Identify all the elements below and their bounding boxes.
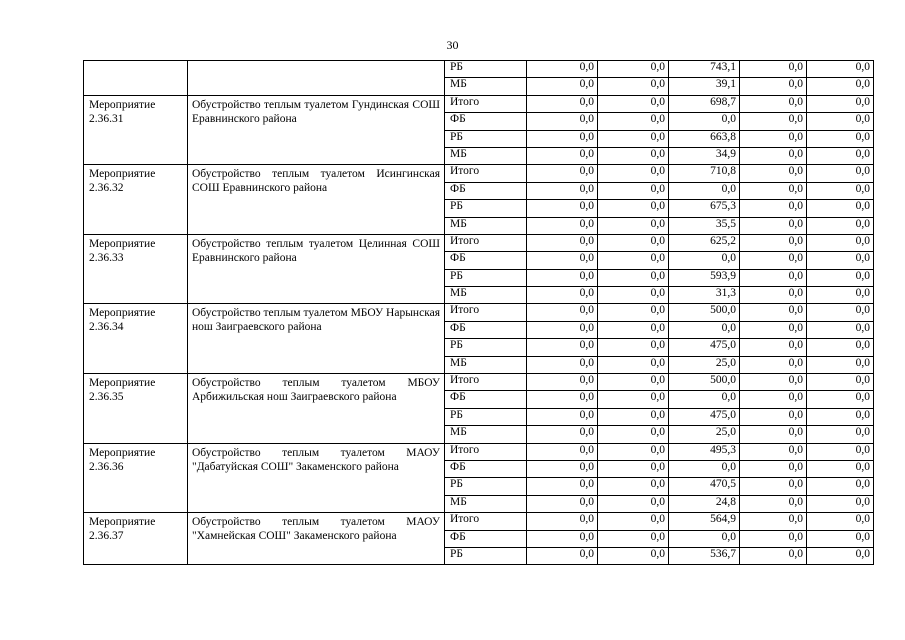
amount-cell: 0,0 — [598, 130, 669, 147]
amount-cell: 710,8 — [669, 165, 740, 182]
measure-description: Обустройство теплым туалетом МАОУ "Хамнейская СОШ" Закаменского района — [188, 513, 445, 565]
amount-cell: 0,0 — [527, 443, 598, 460]
measure-code: Мероприятие 2.36.33 — [84, 234, 188, 304]
funding-source: ФБ — [445, 530, 527, 547]
funding-source: РБ — [445, 130, 527, 147]
funding-source: Итого — [445, 95, 527, 112]
measure-code-continued — [84, 61, 188, 96]
amount-cell: 0,0 — [527, 217, 598, 234]
amount-cell: 0,0 — [807, 443, 874, 460]
funding-source: МБ — [445, 217, 527, 234]
amount-cell: 593,9 — [669, 269, 740, 286]
amount-cell: 625,2 — [669, 234, 740, 251]
amount-cell: 39,1 — [669, 78, 740, 95]
amount-cell: 0,0 — [740, 530, 807, 547]
amount-cell: 0,0 — [598, 339, 669, 356]
funding-source: РБ — [445, 547, 527, 564]
amount-cell: 0,0 — [598, 304, 669, 321]
amount-cell: 0,0 — [740, 391, 807, 408]
amount-cell: 0,0 — [527, 339, 598, 356]
amount-cell: 0,0 — [598, 200, 669, 217]
measure-description-continued — [188, 61, 445, 96]
amount-cell: 0,0 — [598, 165, 669, 182]
amount-cell: 24,8 — [669, 495, 740, 512]
amount-cell: 0,0 — [527, 495, 598, 512]
amount-cell: 0,0 — [807, 269, 874, 286]
funding-source: Итого — [445, 234, 527, 251]
amount-cell: 0,0 — [669, 530, 740, 547]
table-row — [84, 165, 874, 182]
amount-cell: 0,0 — [740, 304, 807, 321]
funding-source: ФБ — [445, 321, 527, 338]
measure-code: Мероприятие 2.36.32 — [84, 165, 188, 235]
amount-cell: 0,0 — [807, 460, 874, 477]
amount-cell: 0,0 — [740, 408, 807, 425]
amount-cell: 663,8 — [669, 130, 740, 147]
amount-cell: 0,0 — [527, 130, 598, 147]
amount-cell: 0,0 — [807, 61, 874, 78]
funding-source: РБ — [445, 61, 527, 78]
amount-cell: 0,0 — [807, 478, 874, 495]
amount-cell: 34,9 — [669, 147, 740, 164]
funding-source: РБ — [445, 269, 527, 286]
amount-cell: 675,3 — [669, 200, 740, 217]
amount-cell: 0,0 — [669, 113, 740, 130]
amount-cell: 0,0 — [807, 495, 874, 512]
amount-cell: 0,0 — [740, 182, 807, 199]
amount-cell: 475,0 — [669, 339, 740, 356]
amount-cell: 0,0 — [598, 495, 669, 512]
amount-cell: 0,0 — [807, 95, 874, 112]
amount-cell: 0,0 — [527, 304, 598, 321]
amount-cell: 0,0 — [807, 78, 874, 95]
funding-source: ФБ — [445, 460, 527, 477]
amount-cell: 0,0 — [740, 147, 807, 164]
measure-description: Обустройство теплым туалетом Исингинская СОШ Еравнинского района — [188, 165, 445, 235]
amount-cell: 0,0 — [527, 530, 598, 547]
measure-code: Мероприятие 2.36.34 — [84, 304, 188, 374]
amount-cell: 25,0 — [669, 426, 740, 443]
measure-code: Мероприятие 2.36.31 — [84, 95, 188, 165]
amount-cell: 0,0 — [598, 408, 669, 425]
amount-cell: 0,0 — [740, 287, 807, 304]
amount-cell: 0,0 — [527, 460, 598, 477]
amount-cell: 0,0 — [669, 252, 740, 269]
amount-cell: 0,0 — [740, 495, 807, 512]
amount-cell: 0,0 — [598, 182, 669, 199]
table-row — [84, 513, 874, 530]
funding-source: Итого — [445, 513, 527, 530]
amount-cell: 31,3 — [669, 287, 740, 304]
amount-cell: 0,0 — [807, 217, 874, 234]
amount-cell: 564,9 — [669, 513, 740, 530]
measure-code: Мероприятие 2.36.36 — [84, 443, 188, 513]
table-row — [84, 95, 874, 112]
amount-cell: 0,0 — [669, 391, 740, 408]
amount-cell: 0,0 — [807, 252, 874, 269]
amount-cell: 0,0 — [527, 252, 598, 269]
amount-cell: 0,0 — [527, 321, 598, 338]
amount-cell: 0,0 — [598, 426, 669, 443]
amount-cell: 0,0 — [807, 408, 874, 425]
amount-cell: 0,0 — [807, 356, 874, 373]
amount-cell: 536,7 — [669, 547, 740, 564]
amount-cell: 0,0 — [598, 530, 669, 547]
amount-cell: 0,0 — [807, 113, 874, 130]
amount-cell: 0,0 — [527, 182, 598, 199]
amount-cell: 0,0 — [807, 147, 874, 164]
amount-cell: 0,0 — [527, 391, 598, 408]
funding-source: ФБ — [445, 182, 527, 199]
amount-cell: 0,0 — [807, 182, 874, 199]
amount-cell: 698,7 — [669, 95, 740, 112]
amount-cell: 35,5 — [669, 217, 740, 234]
amount-cell: 0,0 — [807, 165, 874, 182]
amount-cell: 0,0 — [740, 252, 807, 269]
funding-source: Итого — [445, 304, 527, 321]
amount-cell: 0,0 — [807, 391, 874, 408]
table-row — [84, 234, 874, 251]
funding-source: МБ — [445, 426, 527, 443]
amount-cell: 0,0 — [740, 478, 807, 495]
measure-description: Обустройство теплым туалетом Гундинская СОШ Еравнинского района — [188, 95, 445, 165]
funding-source: Итого — [445, 374, 527, 391]
amount-cell: 0,0 — [598, 547, 669, 564]
amount-cell: 0,0 — [598, 287, 669, 304]
funding-source: МБ — [445, 356, 527, 373]
funding-source: Итого — [445, 443, 527, 460]
amount-cell: 0,0 — [598, 321, 669, 338]
amount-cell: 0,0 — [598, 61, 669, 78]
amount-cell: 0,0 — [527, 269, 598, 286]
funding-source: РБ — [445, 200, 527, 217]
measure-description: Обустройство теплым туалетом МБОУ Арбижильская нош Заиграевского района — [188, 374, 445, 444]
funding-source: МБ — [445, 78, 527, 95]
amount-cell: 0,0 — [740, 513, 807, 530]
amount-cell: 0,0 — [527, 200, 598, 217]
amount-cell: 0,0 — [807, 130, 874, 147]
amount-cell: 0,0 — [527, 61, 598, 78]
funding-source: РБ — [445, 408, 527, 425]
amount-cell: 0,0 — [527, 356, 598, 373]
amount-cell: 0,0 — [527, 234, 598, 251]
amount-cell: 0,0 — [669, 460, 740, 477]
amount-cell: 0,0 — [527, 426, 598, 443]
amount-cell: 0,0 — [669, 321, 740, 338]
amount-cell: 0,0 — [527, 478, 598, 495]
measure-description: Обустройство теплым туалетом Целинная СОШ Еравнинского района — [188, 234, 445, 304]
amount-cell: 0,0 — [740, 443, 807, 460]
amount-cell: 0,0 — [740, 165, 807, 182]
amount-cell: 0,0 — [598, 391, 669, 408]
amount-cell: 0,0 — [598, 113, 669, 130]
amount-cell: 0,0 — [598, 460, 669, 477]
amount-cell: 0,0 — [740, 234, 807, 251]
measure-code: Мероприятие 2.36.35 — [84, 374, 188, 444]
amount-cell: 0,0 — [598, 443, 669, 460]
amount-cell: 500,0 — [669, 374, 740, 391]
amount-cell: 0,0 — [740, 217, 807, 234]
measure-description: Обустройство теплым туалетом МБОУ Нарынская нош Заиграевского района — [188, 304, 445, 374]
funding-source: МБ — [445, 147, 527, 164]
amount-cell: 0,0 — [669, 182, 740, 199]
amount-cell: 0,0 — [598, 356, 669, 373]
amount-cell: 0,0 — [740, 269, 807, 286]
amount-cell: 0,0 — [807, 339, 874, 356]
amount-cell: 0,0 — [807, 530, 874, 547]
amount-cell: 0,0 — [740, 460, 807, 477]
amount-cell: 0,0 — [598, 252, 669, 269]
amount-cell: 0,0 — [527, 113, 598, 130]
amount-cell: 25,0 — [669, 356, 740, 373]
funding-source: ФБ — [445, 391, 527, 408]
amount-cell: 0,0 — [527, 374, 598, 391]
amount-cell: 0,0 — [598, 217, 669, 234]
amount-cell: 0,0 — [527, 147, 598, 164]
amount-cell: 0,0 — [598, 95, 669, 112]
amount-cell: 0,0 — [598, 234, 669, 251]
amount-cell: 0,0 — [807, 321, 874, 338]
amount-cell: 0,0 — [740, 61, 807, 78]
amount-cell: 0,0 — [527, 513, 598, 530]
amount-cell: 0,0 — [527, 95, 598, 112]
table-row — [84, 443, 874, 460]
funding-source: РБ — [445, 339, 527, 356]
amount-cell: 0,0 — [740, 374, 807, 391]
funding-source: ФБ — [445, 113, 527, 130]
budget-table — [83, 60, 874, 565]
funding-source: Итого — [445, 165, 527, 182]
amount-cell: 0,0 — [740, 339, 807, 356]
amount-cell: 0,0 — [807, 513, 874, 530]
amount-cell: 0,0 — [598, 269, 669, 286]
amount-cell: 500,0 — [669, 304, 740, 321]
amount-cell: 0,0 — [807, 374, 874, 391]
amount-cell: 0,0 — [740, 356, 807, 373]
amount-cell: 0,0 — [740, 547, 807, 564]
amount-cell: 0,0 — [740, 113, 807, 130]
amount-cell: 0,0 — [740, 321, 807, 338]
amount-cell: 0,0 — [527, 287, 598, 304]
amount-cell: 0,0 — [807, 547, 874, 564]
amount-cell: 0,0 — [527, 547, 598, 564]
amount-cell: 0,0 — [740, 426, 807, 443]
amount-cell: 0,0 — [598, 78, 669, 95]
page-number: 30 — [446, 38, 459, 52]
amount-cell: 0,0 — [527, 165, 598, 182]
amount-cell: 0,0 — [807, 304, 874, 321]
funding-source: МБ — [445, 495, 527, 512]
amount-cell: 475,0 — [669, 408, 740, 425]
amount-cell: 0,0 — [598, 147, 669, 164]
amount-cell: 0,0 — [527, 78, 598, 95]
amount-cell: 0,0 — [807, 426, 874, 443]
table-row — [84, 61, 874, 78]
amount-cell: 0,0 — [527, 408, 598, 425]
measure-description: Обустройство теплым туалетом МАОУ "Дабатуйская СОШ" Закаменского района — [188, 443, 445, 513]
funding-source: РБ — [445, 478, 527, 495]
amount-cell: 0,0 — [598, 513, 669, 530]
amount-cell: 0,0 — [807, 200, 874, 217]
amount-cell: 0,0 — [807, 234, 874, 251]
amount-cell: 0,0 — [807, 287, 874, 304]
amount-cell: 0,0 — [740, 95, 807, 112]
table-body — [84, 61, 874, 565]
funding-source: ФБ — [445, 252, 527, 269]
table-row — [84, 374, 874, 391]
amount-cell: 495,3 — [669, 443, 740, 460]
amount-cell: 0,0 — [740, 200, 807, 217]
funding-source: МБ — [445, 287, 527, 304]
table-row — [84, 304, 874, 321]
amount-cell: 470,5 — [669, 478, 740, 495]
amount-cell: 0,0 — [740, 78, 807, 95]
amount-cell: 743,1 — [669, 61, 740, 78]
amount-cell: 0,0 — [598, 374, 669, 391]
amount-cell: 0,0 — [740, 130, 807, 147]
measure-code: Мероприятие 2.36.37 — [84, 513, 188, 565]
amount-cell: 0,0 — [598, 478, 669, 495]
